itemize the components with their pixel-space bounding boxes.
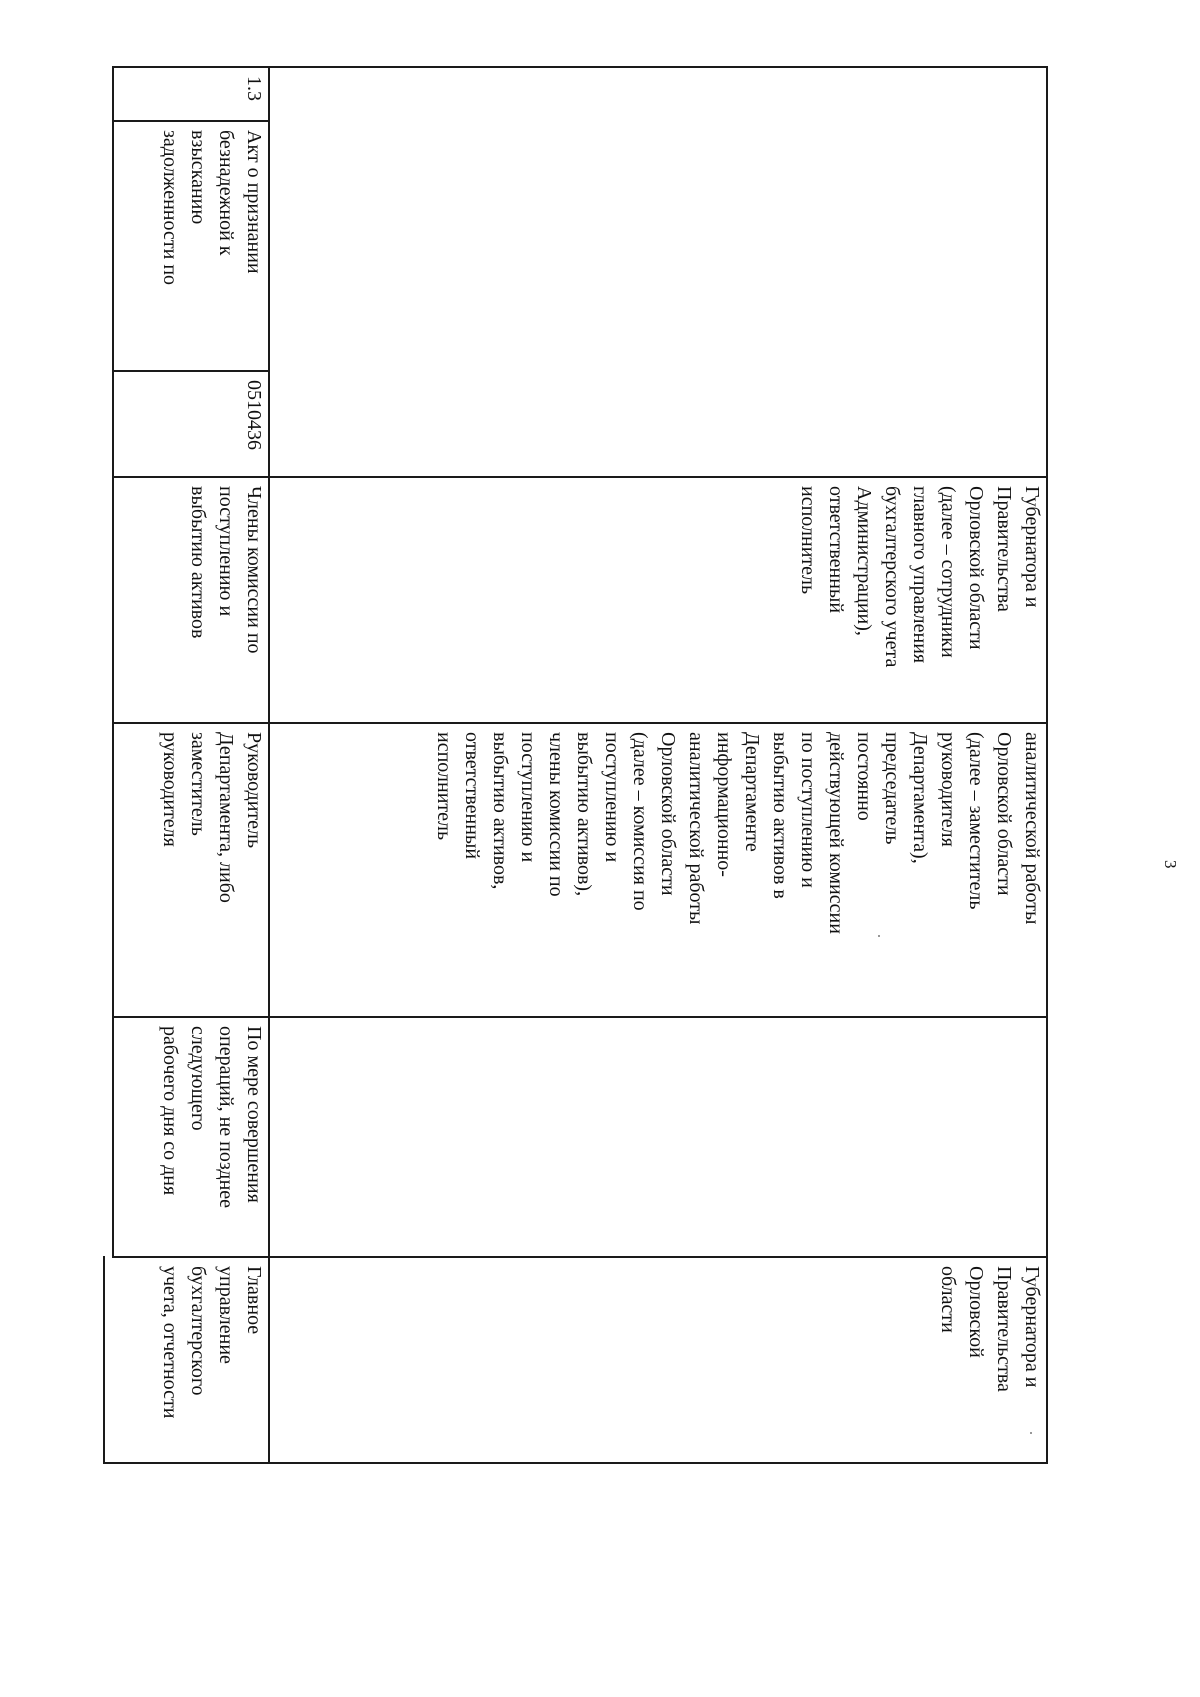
cell-recipient-continued (272, 1258, 1046, 1462)
deadline-text: По мере совершения операций, не позднее следующего рабочего дня со дня (159, 1026, 265, 1209)
recipient-continued-text: Губернатора и Правительства Орловской области (937, 1266, 1043, 1392)
cell-responsible-continued (272, 478, 1046, 722)
cell-signers (114, 724, 268, 1016)
form-code-text: 0510436 (243, 380, 265, 450)
responsible-continued-text: Губернатора и Правительства Орловской области (далее – сотрудники главного управления бухгалтерского учета Администрации), ответственный исполнитель (797, 486, 1043, 668)
cell-document-name (114, 122, 268, 370)
cell-form-code (114, 372, 268, 476)
page-number: 3 (1161, 860, 1180, 869)
cell-row-number (114, 68, 268, 120)
signers-text: Руководитель Департамента, либо заместитель руководителя (159, 732, 265, 903)
cell-recipient (105, 1258, 268, 1462)
document-name-text: Акт о признании безнадежной к взысканию задолженности по (159, 130, 265, 286)
responsible-text: Члены комиссии по поступлению и выбытию активов (187, 486, 265, 654)
signers-continued-text: аналитической работы Орловской области (далее – заместитель руководителя Департамента), председатель постоянно действующей комиссии по поступлению и выбытию активов в Департаменте информационно- аналитической работы Орловской области (далее – комиссия по поступлению и выбытию активов), члены комиссии по поступлению и выбытию активов, ответственный исполнитель (433, 732, 1043, 934)
cell-responsible (114, 478, 268, 722)
cell-deadline (114, 1018, 268, 1256)
scan-speck (1030, 1432, 1032, 1434)
scan-speck (878, 935, 880, 937)
row-number-text: 1.3 (243, 76, 265, 101)
recipient-text: Главное управление бухгалтерского учета, отчетности (159, 1266, 265, 1419)
cell-signers-continued (272, 724, 1046, 1016)
